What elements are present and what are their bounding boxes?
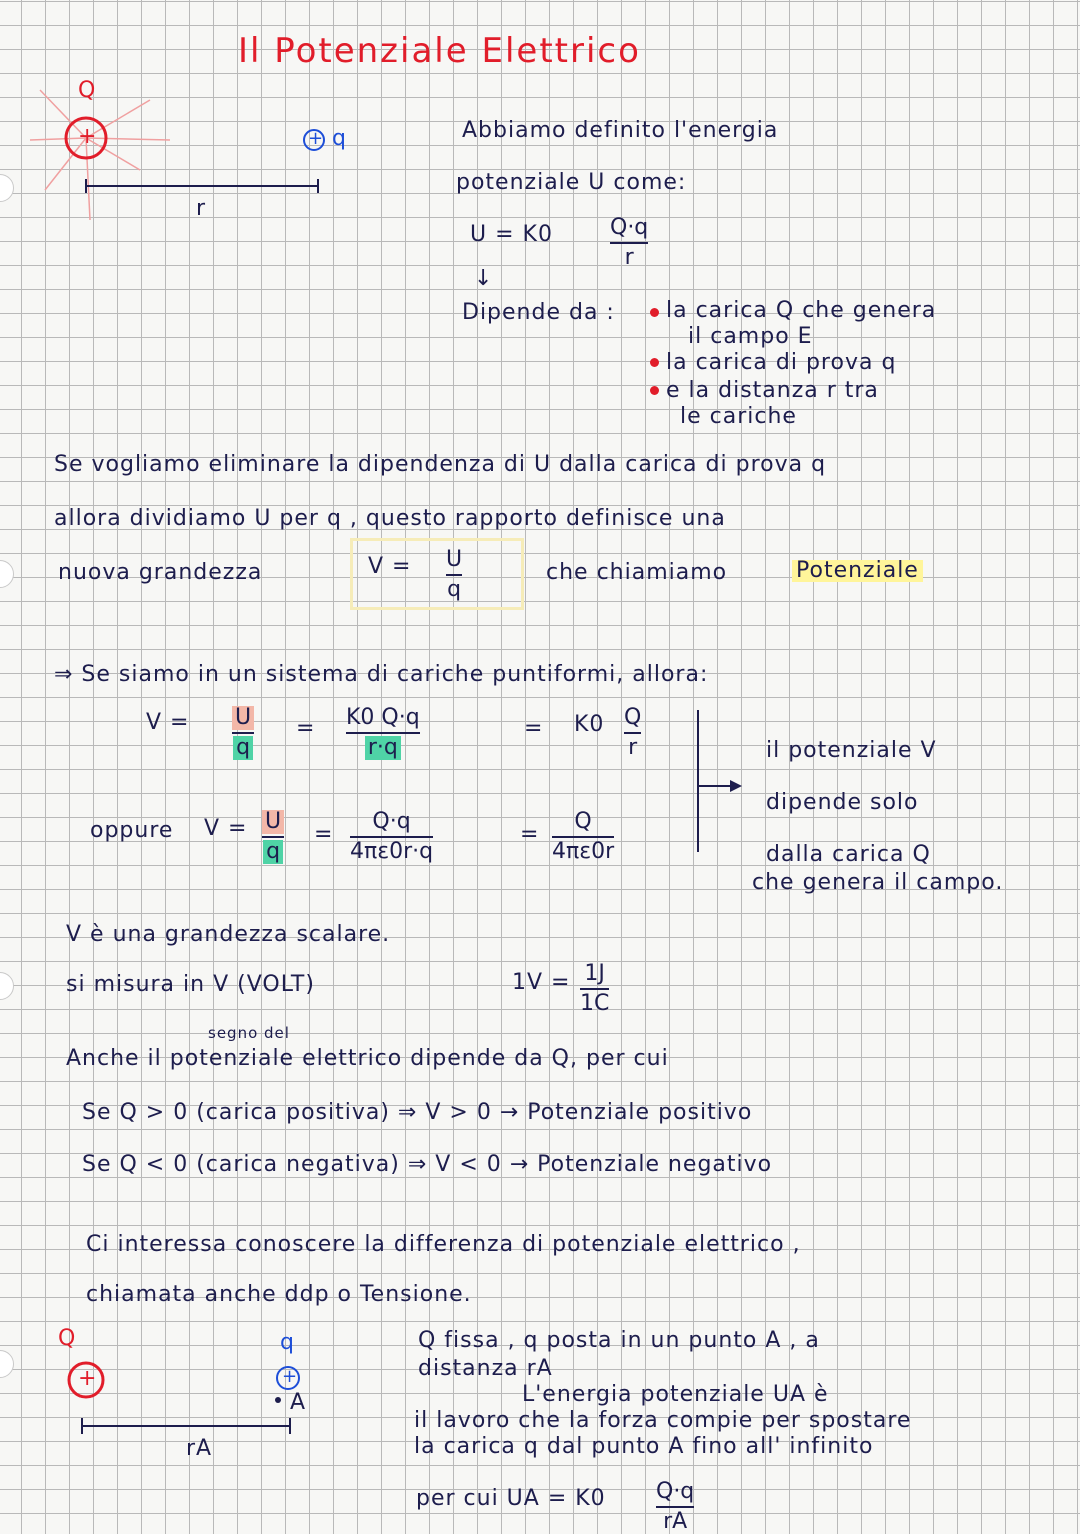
dipende-label: Dipende da :	[462, 300, 615, 325]
fissa-line-5: la carica q dal punto A fino all' infinito	[414, 1434, 874, 1459]
oppure-label: oppure	[90, 818, 174, 843]
bullet-1-line-2: il campo E	[688, 324, 813, 349]
puntiformi-intro: ⇒ Se siamo in un sistema di cariche puntiformi, allora:	[54, 662, 709, 687]
fraction-numerator: K0 Q·q	[346, 705, 420, 730]
intro-line-1: Abbiamo definito l'energia	[462, 118, 779, 143]
fraction-denominator: 4πε0r	[552, 839, 615, 865]
bullet-3-line-2: le cariche	[680, 404, 797, 429]
segno-line-1: Anche il potenziale elettrico dipende da Q, per cui	[66, 1046, 669, 1071]
equals-sign: =	[524, 716, 544, 741]
distance-r-label: r	[196, 196, 207, 221]
charge-plus-sign: +	[78, 124, 98, 149]
point-A-label: A	[290, 1390, 307, 1415]
fraction-denominator: r·q	[365, 736, 401, 760]
fraction-denominator: r	[628, 735, 638, 761]
fraction-numerator: Q	[624, 705, 642, 730]
ddp-line-1: Ci interessa conoscere la differenza di potenziale elettrico ,	[86, 1232, 801, 1257]
fraction-numerator: Q	[574, 809, 592, 834]
chiamiamo-text: che chiamiamo	[546, 560, 728, 585]
fraction-numerator: 1J	[584, 961, 605, 986]
eq1-fraction-2	[346, 706, 420, 760]
unit-fraction	[580, 962, 609, 1016]
fraction-denominator: r	[624, 245, 634, 271]
fraction-numerator: U	[232, 706, 254, 730]
eq1-k0: K0	[574, 712, 605, 737]
potential-V-lhs: V =	[368, 554, 412, 579]
fraction-denominator: q	[447, 577, 462, 603]
fissa-line-1: Q fissa , q posta in un punto A , a	[418, 1328, 820, 1353]
side-note-line-1: il potenziale V	[766, 738, 937, 763]
scalare-line-2: si misura in V (VOLT)	[66, 972, 315, 997]
scalare-line-1: V è una grandezza scalare.	[66, 922, 391, 947]
eq2-fraction-1	[262, 810, 284, 864]
bullet-3-line-1: e la distanza r tra	[666, 378, 879, 403]
paragraph-line-1: Se vogliamo eliminare la dipendenza di U dalla carica di prova q	[54, 452, 827, 477]
side-note-line-4: che genera il campo.	[752, 870, 1004, 895]
bullet-1-line-1: la carica Q che genera	[666, 298, 937, 323]
charge-plus-sign: +	[78, 1366, 98, 1391]
side-note-line-3: dalla carica Q	[766, 842, 931, 867]
fraction-denominator: q	[233, 736, 253, 760]
potential-definition-fraction	[446, 548, 462, 602]
fraction-denominator: 1C	[580, 991, 610, 1017]
bullet-dot	[650, 386, 659, 395]
fraction-denominator: rA	[663, 1509, 688, 1534]
test-charge-label: q	[280, 1330, 295, 1355]
test-charge-plus: +	[308, 128, 325, 149]
fissa-line-3: L'energia potenziale UA è	[522, 1382, 829, 1407]
bullet-dot	[650, 358, 659, 367]
fraction-numerator: U	[262, 810, 284, 834]
distance-rA-label: rA	[186, 1436, 213, 1461]
fissa-line-4: il lavoro che la forza compie per spostare	[414, 1408, 912, 1433]
side-note-line-2: dipende solo	[766, 790, 919, 815]
fraction-numerator: U	[446, 547, 463, 572]
bullet-dot	[650, 308, 659, 317]
page-title: Il Potenziale Elettrico	[238, 31, 641, 71]
segno-annotation: segno del	[208, 1024, 290, 1042]
potenziale-highlight: Potenziale	[792, 560, 923, 582]
bullet-2: la carica di prova q	[666, 350, 897, 375]
energy-formula-lhs: U = K0	[470, 222, 553, 247]
eq1-fraction-1	[232, 706, 254, 760]
energy-formula-fraction	[610, 216, 648, 270]
fraction-numerator: Q·q	[372, 809, 411, 834]
test-charge-plus: +	[282, 1366, 299, 1387]
fissa-line-6: per cui UA = K0	[416, 1486, 606, 1511]
eq1-fraction-3	[624, 706, 641, 760]
fraction-numerator: Q·q	[610, 215, 649, 240]
down-arrow-icon: ↓	[474, 266, 494, 291]
fraction-numerator: Q·q	[656, 1479, 695, 1504]
charge-Q-label: Q	[58, 1326, 77, 1351]
charge-Q-label: Q	[78, 78, 97, 103]
intro-line-2: potenziale U come:	[456, 170, 687, 195]
eq2-fraction-2	[350, 810, 433, 864]
eq1-lhs: V =	[146, 710, 190, 735]
segno-line-2: Se Q > 0 (carica positiva) ⇒ V > 0 → Potenziale positivo	[82, 1100, 753, 1125]
paragraph-line-3: nuova grandezza	[58, 560, 263, 585]
equals-sign: =	[520, 822, 540, 847]
eq2-lhs: V =	[204, 816, 248, 841]
equals-sign: =	[314, 822, 334, 847]
unit-lhs: 1V =	[512, 970, 571, 995]
test-charge-label: q	[332, 126, 347, 151]
segno-line-3: Se Q < 0 (carica negativa) ⇒ V < 0 → Potenziale negativo	[82, 1152, 773, 1177]
fraction-denominator: q	[263, 840, 283, 864]
fissa-line-2: distanza rA	[418, 1356, 553, 1381]
paragraph-line-2: allora dividiamo U per q , questo rapporto definisce una	[54, 506, 726, 531]
equals-sign: =	[296, 716, 316, 741]
fraction-denominator: 4πε0r·q	[350, 839, 434, 865]
eq2-fraction-3	[552, 810, 614, 864]
ddp-line-2: chiamata anche ddp o Tensione.	[86, 1282, 472, 1307]
